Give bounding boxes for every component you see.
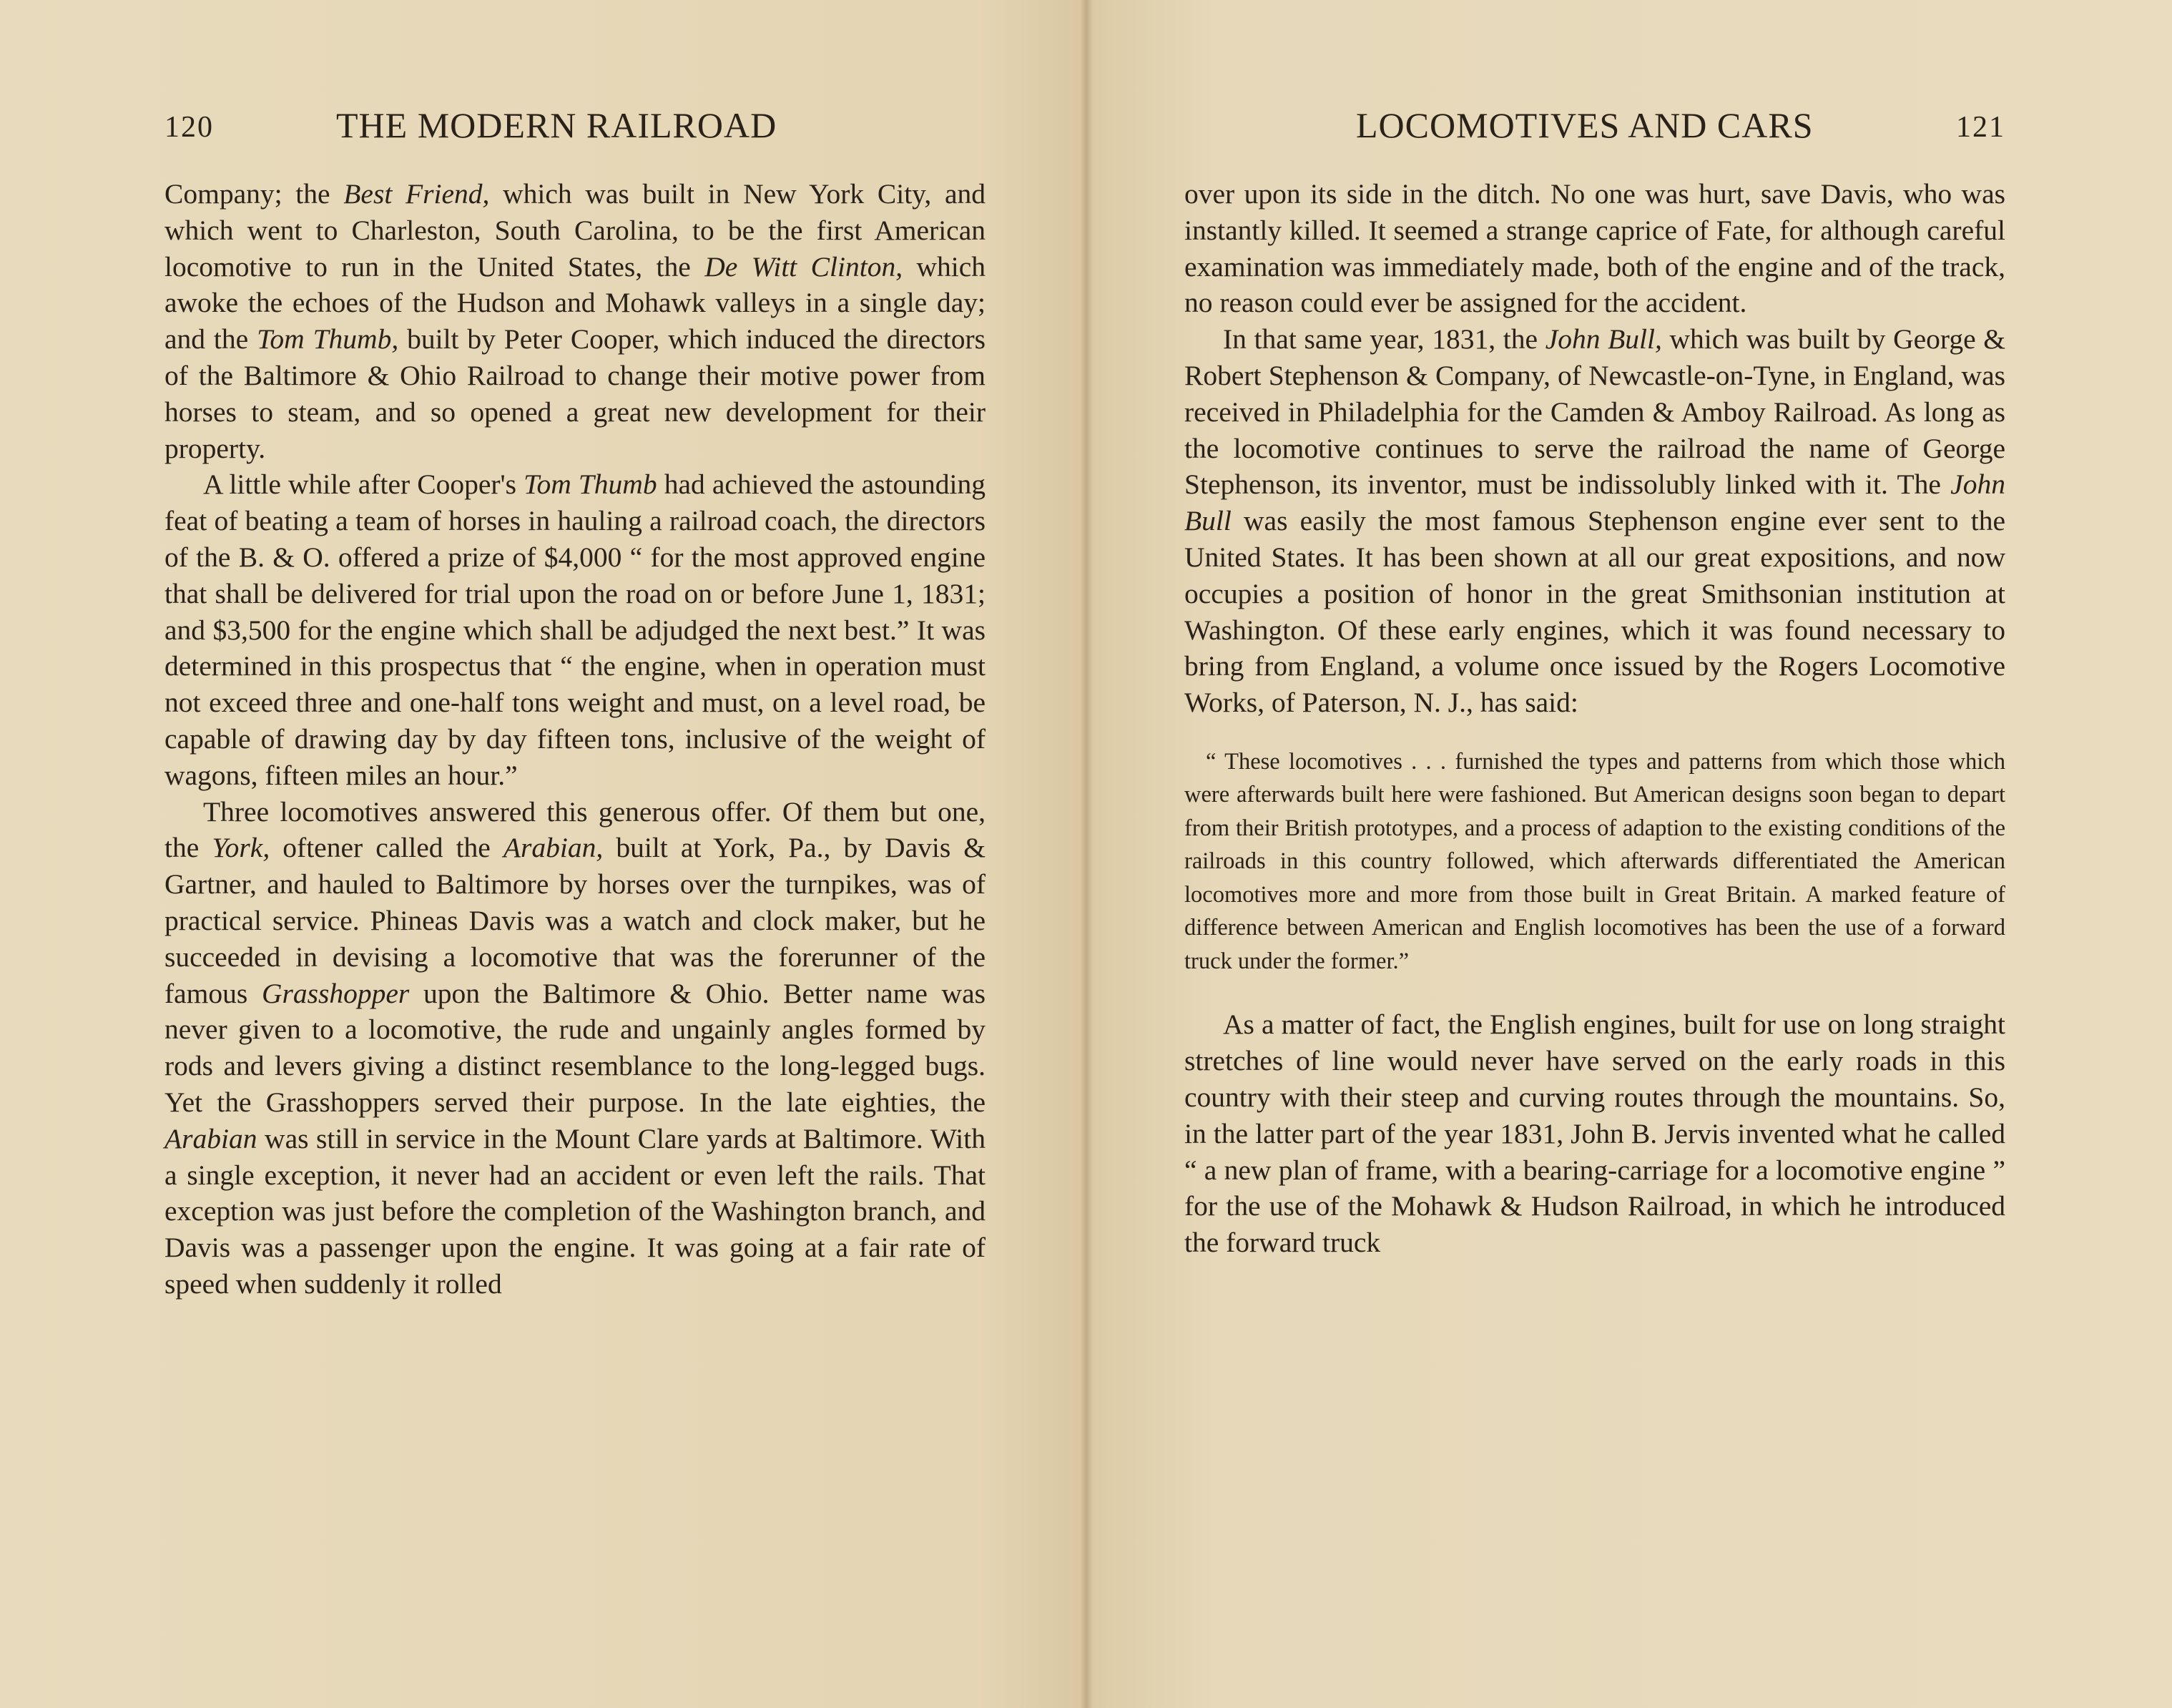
italic-title: Tom Thumb, — [257, 323, 399, 355]
left-body-text — [164, 176, 986, 1302]
block-quote-text: “ These locomotives . . . furnished the types and patterns from which those which were afterwards built here were fashioned. But American designs soon began to depart from their British prototypes, and a process of adaption to the existing conditions of the railroads in this country followed, which afterwards differentiated the American locomotives more and more from those built in Great Britain. A marked feature of difference between American and English locomotives has been the use of a forward truck under the former.” — [1184, 748, 2005, 974]
left-running-head: THE MODERN RAILROAD — [336, 105, 777, 145]
italic-title: John Bull, — [1545, 323, 1662, 355]
left-page — [164, 100, 986, 1302]
right-page-number: 121 — [1956, 111, 2005, 144]
paragraph: In that same year, 1831, the John Bull, which was built by George & Robert Stephenson & Company, of Newcastle-on-Tyne, in England, was received in Philadelphia for the Camden & Amboy Railroad. As long as the locomotive continues to serve the railroad the name of George Stephenson, its inventor, must be indissolubly linked with it. The John Bull was easily the most famous Stephenson engine ever sent to the United States. It has been shown at all our great expositions, and now occupies a position of honor in the great Smithsonian institution at Washington. Of these early engines, which it was found necessary to bring from England, a volume once issued by the Rogers Locomotive Works, of Paterson, N. J., has said: — [1184, 323, 2006, 719]
italic-title: De Witt Clinton, — [704, 250, 903, 283]
italic-title: Arabian, — [503, 832, 604, 864]
left-page-number: 120 — [164, 111, 214, 144]
left-page-header — [164, 100, 986, 157]
block-quote — [1184, 745, 2005, 978]
paragraph: As a matter of fact, the English engines, built for use on long straight stretches of line would never have served on the early roads in this country with their steep and curving routes through the mountains. So, in the latter part of the year 1831, John B. Jervis invented what he called “ a new plan of frame, with a bearing-carriage for a locomotive engine ” for the use of the Mohawk & Hudson Railroad, in which he introduced the forward truck — [1184, 1008, 2005, 1259]
italic-title: Best Friend, — [343, 178, 490, 210]
book-gutter — [1080, 0, 1093, 1708]
paragraph: Three locomotives answered this generous offer. Of them but one, the York, oftener called the Arabian, built at York, Pa., by Davis & Gartner, and hauled to Baltimore by horses over the turnpikes, was of practical service. Phineas Davis was a watch and clock maker, but he succeeded in devising a locomotive that was the forerunner of the famous Grasshopper upon the Baltimore & Ohio. Better name was never given to a locomotive, the rude and ungainly angles formed by rods and levers giving a distinct resemblance to the long-legged bugs. Yet the Grasshoppers served their purpose. In the late eighties, the Arabian was still in service in the Mount Clare yards at Baltimore. With a single exception, it never had an accident or even left the rails. That exception was just before the completion of the Washington branch, and Davis was a passenger upon the engine. It was going at a fair rate of speed when suddenly it rolled — [164, 795, 986, 1300]
right-body-text-before-quote — [1184, 176, 2005, 721]
italic-title: John Bull — [1184, 468, 2005, 537]
italic-title: Tom Thumb — [524, 468, 657, 501]
right-running-head: LOCOMOTIVES AND CARS — [1356, 105, 1814, 145]
paragraph: A little while after Cooper's Tom Thumb had achieved the astounding feat of beating a team of horses in hauling a railroad coach, the directors of the B. & O. offered a prize of $4,000 “ for the most approved engine that shall be delivered for trial upon the road on or before June 1, 1831; and $3,500 for the engine which shall be adjudged the next best.” It was determined in this prospectus that “ the engine, when in operation must not exceed three and one-half tons weight and must, on a level road, be capable of drawing day by day fifteen tons, inclusive of the weight of wagons, fifteen miles an hour.” — [164, 468, 986, 791]
italic-title: Grasshopper — [261, 977, 410, 1009]
italic-title: Arabian — [164, 1122, 257, 1154]
paragraph: over upon its side in the ditch. No one was hurt, save Davis, who was instantly killed. It seemed a strange caprice of Fate, for although careful examination was immediately made, both of the engine and of the track, no reason could ever be assigned for the accident. — [1184, 178, 2005, 319]
right-body-text-after-quote — [1184, 1006, 2005, 1261]
right-page-header — [1184, 100, 2005, 157]
italic-title: York, — [212, 832, 270, 864]
right-page — [1184, 100, 2005, 1261]
paragraph: Company; the Best Friend, which was built in New York City, and which went to Charleston, South Carolina, to be the first American locomotive to run in the United States, the De Witt Clinton, which awoke the echoes of the Hudson and Mohawk valleys in a single day; and the Tom Thumb, built by Peter Cooper, which induced the directors of the Baltimore & Ohio Railroad to change their motive power from horses to steam, and so opened a great new development for their property. — [164, 178, 986, 464]
